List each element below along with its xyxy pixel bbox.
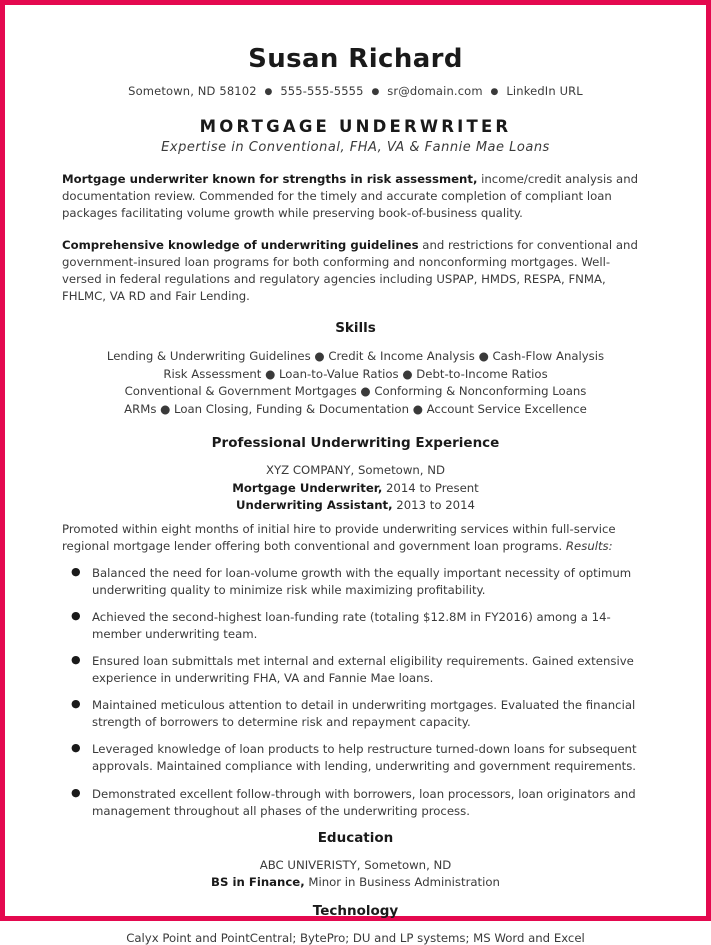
experience-bullet — [62, 697, 649, 731]
experience-section — [62, 435, 649, 820]
summary-lead: Comprehensive knowledge of underwriting guidelines — [62, 237, 419, 252]
bullet-marker-icon: ● — [71, 653, 81, 667]
job-tagline: Expertise in Conventional, FHA, VA & Fannie Mae Loans — [161, 139, 550, 155]
skills-line: ARMs ● Loan Closing, Funding & Documentation ● Account Service Excellence — [124, 402, 587, 417]
contact-location: Sometown, ND 58102 — [128, 83, 257, 98]
experience-bullet — [62, 741, 649, 775]
bullet-text: Maintained meticulous attention to detail in underwriting mortgages. Evaluated the financial strength of borrowers to determine risk and repayment capacity. — [92, 698, 636, 730]
education-degree — [62, 875, 649, 889]
bullet-marker-icon: ● — [71, 785, 81, 799]
role-entry — [62, 480, 649, 497]
experience-bullet — [62, 653, 649, 687]
section-heading-experience: Professional Underwriting Experience — [211, 434, 500, 451]
contact-line — [62, 84, 649, 98]
role-title: Mortgage Underwriter, — [232, 480, 383, 495]
skills-line: Lending & Underwriting Guidelines ● Credit & Income Analysis ● Cash-Flow Analysis — [106, 348, 605, 363]
bullet-marker-icon: ● — [71, 564, 81, 578]
education-school: ABC UNIVERISTY, Sometown, ND — [259, 857, 452, 872]
bullet-text: Demonstrated excellent follow-through with borrowers, loan processors, loan originators and management throughout all phases of the underwriting process. — [92, 786, 636, 818]
bullet-text: Achieved the second-highest loan-funding rate (totaling $12.8M in FY2016) among a 14-member underwriting team. — [92, 609, 611, 641]
bullet-marker-icon: ● — [71, 608, 81, 622]
summary-section — [62, 171, 649, 306]
role-title: Underwriting Assistant, — [236, 497, 393, 512]
summary-lead: Mortgage underwriter known for strengths in risk assessment, — [62, 171, 478, 186]
bullet-text: Balanced the need for loan-volume growth with the equally important necessity of optimum underwriting quality to minimize risk while maximizing profitability. — [92, 565, 632, 597]
experience-bullet-list — [62, 565, 649, 820]
summary-body: income/credit analysis and documentation review. Commended for the timely and accurate completion of compliant loan packages facilitating volume growth while preserving book-of-business quality. — [62, 171, 639, 221]
contact-linkedin[interactable]: LinkedIn URL — [506, 83, 583, 98]
role-entry — [62, 497, 649, 514]
experience-bullet — [62, 609, 649, 643]
section-heading-technology: Technology — [312, 902, 399, 919]
employer-name: XYZ COMPANY, Sometown, ND — [266, 462, 445, 477]
degree-name: BS in Finance, — [211, 874, 305, 889]
contact-phone: 555-555-5555 — [280, 83, 364, 98]
technology-section — [62, 903, 649, 945]
resume-header — [62, 45, 649, 155]
role-list — [62, 480, 649, 513]
contact-separator-icon: ● — [371, 86, 380, 97]
role-dates: 2014 to Present — [382, 480, 479, 495]
experience-intro-text: Promoted within eight months of initial hire to provide underwriting services within full-service regional mortgage lender offering both conventional and government loan programs. — [62, 522, 616, 554]
section-heading-skills: Skills — [335, 319, 376, 336]
contact-email[interactable]: sr@domain.com — [387, 83, 483, 98]
candidate-name: Susan Richard — [248, 44, 463, 74]
bullet-marker-icon: ● — [71, 741, 81, 755]
degree-detail: Minor in Business Administration — [304, 874, 500, 889]
role-dates: 2013 to 2014 — [392, 497, 475, 512]
skills-line: Risk Assessment ● Loan-to-Value Ratios ● Debt-to-Income Ratios — [163, 366, 548, 381]
education-section — [62, 830, 649, 889]
bullet-text: Leveraged knowledge of loan products to help restructure turned-down loans for subsequent approvals. Maintained compliance with lending, underwriting and government requirements. — [92, 742, 637, 774]
experience-bullet — [62, 565, 649, 599]
summary-paragraph — [62, 171, 649, 223]
skills-section — [62, 320, 649, 419]
contact-separator-icon: ● — [490, 86, 499, 97]
summary-paragraph — [62, 237, 649, 306]
bullet-text: Ensured loan submittals met internal and external eligibility requirements. Gained extensive experience in underwriting FHA, VA and Fannie Mae loans. — [92, 654, 634, 686]
experience-results-label: Results: — [565, 539, 613, 554]
contact-separator-icon: ● — [264, 86, 273, 97]
technology-tools: Calyx Point and PointCentral; BytePro; DU and LP systems; MS Word and Excel — [126, 930, 585, 945]
summary-body: and restrictions for conventional and government-insured loan programs for both conforming and nonconforming mortgages. Well-versed in federal regulations and regulatory agencies including USPAP, HMDS, RESPA, FNMA, FHLMC, VA RD and Fair Lending. — [62, 237, 638, 304]
job-title: MORTGAGE UNDERWRITER — [199, 116, 512, 136]
resume-sheet — [5, 5, 706, 945]
section-heading-education: Education — [317, 829, 394, 846]
experience-bullet — [62, 786, 649, 820]
skills-line: Conventional & Government Mortgages ● Conforming & Nonconforming Loans — [124, 384, 587, 399]
experience-intro — [62, 521, 649, 556]
bullet-marker-icon: ● — [71, 697, 81, 711]
